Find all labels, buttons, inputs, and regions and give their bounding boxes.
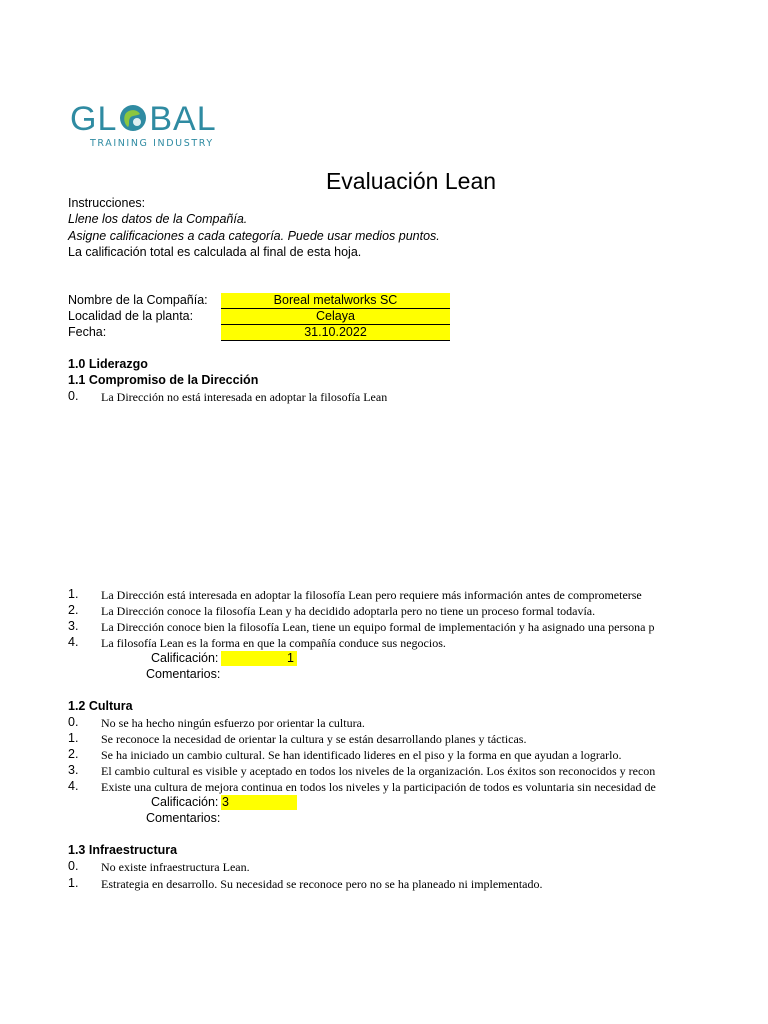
subsection-heading-commitment: 1.1 Compromiso de la Dirección [68, 373, 259, 387]
item-text: No se ha hecho ningún esfuerzo por orientar la cultura. [101, 716, 365, 730]
item-number: 0. [68, 389, 79, 403]
item-number: 4. [68, 635, 79, 649]
company-name-field[interactable]: Boreal metalworks SC [221, 293, 450, 309]
item-number: 0. [68, 715, 79, 729]
item-text: La Dirección está interesada en adoptar la filosofía Lean pero requiere más información antes de comprometerse [101, 588, 642, 602]
item-text: Estrategia en desarrollo. Su necesidad se reconoce pero no se ha planeado ni implementado. [101, 877, 543, 891]
item-number: 3. [68, 619, 79, 633]
item-text: La Dirección conoce bien la filosofía Lean, tiene un equipo formal de implementación y ha asignado una persona p [101, 620, 655, 634]
logo-text-right: BAL [149, 100, 217, 138]
subsection-heading-culture: 1.2 Cultura [68, 699, 133, 713]
item-number: 1. [68, 587, 79, 601]
date-label: Fecha: [68, 325, 107, 339]
item-number: 3. [68, 763, 79, 777]
instructions-line-2: Asigne calificaciones a cada categoría. Puede usar medios puntos. [68, 229, 440, 243]
score-label: Calificación: [151, 795, 219, 809]
logo-tagline: TRAINING INDUSTRY [90, 138, 214, 149]
item-number: 2. [68, 747, 79, 761]
item-text: No existe infraestructura Lean. [101, 860, 250, 874]
score-value: 1 [287, 651, 294, 665]
item-number: 4. [68, 779, 79, 793]
date-field[interactable]: 31.10.2022 [221, 325, 450, 341]
instructions-line-3: La calificación total es calculada al final de esta hoja. [68, 245, 362, 259]
page-title: Evaluación Lean [325, 168, 497, 194]
item-text: La Dirección conoce la filosofía Lean y ha decidido adoptarla pero no tiene un proceso formal todavía. [101, 604, 596, 618]
score-label: Calificación: [151, 651, 219, 665]
comments-label: Comentarios: [146, 811, 221, 825]
plant-location-label: Localidad de la planta: [68, 309, 194, 323]
item-text: Se ha iniciado un cambio cultural. Se han identificado lideres en el piso y la forma en que ayudan a lograrlo. [101, 748, 622, 762]
item-text: Se reconoce la necesidad de orientar la cultura y se están desarrollando planes y tácticas. [101, 732, 527, 746]
score-field[interactable] [221, 651, 297, 666]
section-heading-leadership: 1.0 Liderazgo [68, 357, 148, 371]
item-text: Existe una cultura de mejora continua en todos los niveles y la participación de todos es voluntaria sin necesidad de [101, 780, 656, 794]
item-number: 1. [68, 731, 79, 745]
comments-label: Comentarios: [146, 667, 221, 681]
item-number: 2. [68, 603, 79, 617]
item-text: El cambio cultural es visible y aceptado en todos los niveles de la organización. Los éxitos son reconocidos y recon [101, 764, 656, 778]
globe-icon [118, 103, 148, 133]
item-text: La filosofía Lean es la forma en que la compañía conduce sus negocios. [101, 636, 446, 650]
subsection-heading-infrastructure: 1.3 Infraestructura [68, 843, 178, 857]
item-number: 1. [68, 876, 79, 890]
logo-text-left: GL [70, 100, 118, 138]
score-value: 3 [222, 795, 229, 809]
logo-wordmark [70, 100, 217, 136]
instructions-line-1: Llene los datos de la Compañía. [68, 212, 248, 226]
company-name-label: Nombre de la Compañía: [68, 293, 208, 307]
score-field[interactable] [221, 795, 297, 810]
plant-location-field[interactable]: Celaya [221, 309, 450, 325]
item-number: 0. [68, 859, 79, 873]
item-text: La Dirección no está interesada en adoptar la filosofía Lean [101, 390, 388, 404]
instructions-heading: Instrucciones: [68, 196, 146, 210]
